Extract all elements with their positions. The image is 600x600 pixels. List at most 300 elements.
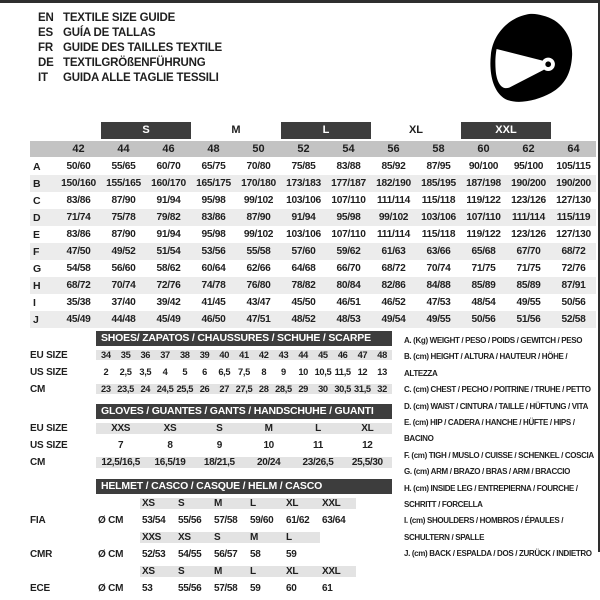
- helmet-value: 61/62: [286, 514, 310, 526]
- size-number: 60: [477, 143, 490, 155]
- measure-value: 83/86: [66, 195, 91, 206]
- helmet-size: XXL: [320, 566, 356, 577]
- measurement-legend: [404, 333, 598, 563]
- measure-value: 83/88: [336, 161, 361, 172]
- helmet-value: 55/56: [178, 582, 202, 594]
- size-value: 41: [234, 350, 254, 360]
- measure-value: 56/60: [111, 263, 136, 274]
- measure-value: 173/183: [286, 178, 321, 189]
- measure-value: 60/64: [201, 263, 226, 274]
- measure-value: 44/48: [111, 314, 136, 325]
- size-value: 5: [182, 367, 188, 377]
- measure-value: 48/53: [336, 314, 361, 325]
- size-value: XXS: [96, 423, 145, 434]
- measure-value: 83/86: [66, 229, 91, 240]
- helmet-size: S: [176, 498, 212, 509]
- measure-value: 119/122: [466, 195, 501, 206]
- size-number: 52: [297, 143, 310, 155]
- lang-code: FR: [38, 42, 53, 54]
- size-value: 24: [135, 384, 155, 394]
- measure-value: 71/75: [471, 263, 496, 274]
- measure-value: 55/65: [111, 161, 136, 172]
- legend-item-d: D. (cm) WAIST / CINTURA / TAILLE / HÜFTUNG / VITA: [404, 401, 589, 411]
- measure-letter: D: [33, 211, 41, 224]
- measure-letter: C: [33, 194, 41, 207]
- shoes-table-row-cm: [30, 381, 392, 397]
- measure-value: 80/84: [336, 280, 361, 291]
- size-group-header-l: L: [281, 122, 371, 139]
- size-number: 46: [162, 143, 175, 155]
- measure-value: 68/72: [381, 263, 406, 274]
- measure-value: 185/195: [421, 178, 456, 189]
- title-line-es: [38, 26, 222, 41]
- measure-row-g: [30, 260, 596, 277]
- measure-letter: E: [33, 228, 41, 241]
- size-number: 50: [252, 143, 265, 155]
- helmet-size: L: [284, 532, 320, 543]
- size-value: 23: [96, 384, 116, 394]
- lang-code: DE: [38, 57, 54, 69]
- size-value: 46: [333, 350, 353, 360]
- racing-helmet-icon: [488, 8, 574, 110]
- lang-code: ES: [38, 27, 53, 39]
- measure-row-f: [30, 243, 596, 260]
- measure-value: 84/88: [426, 280, 451, 291]
- size-number: 42: [72, 143, 85, 155]
- helmet-value: 53/54: [142, 514, 166, 526]
- lang-code: EN: [38, 12, 54, 24]
- measure-value: 75/85: [291, 161, 316, 172]
- legend-item-c: C. (cm) CHEST / PECHO / POITRINE / TRUHE / PETTO: [404, 385, 591, 395]
- measure-value: 41/45: [201, 297, 226, 308]
- size-value: 20/24: [244, 457, 293, 468]
- size-value: 35: [116, 350, 136, 360]
- measure-value: 99/102: [243, 229, 274, 240]
- size-value: 12: [362, 439, 373, 451]
- size-value: 16,5/19: [145, 457, 194, 468]
- helmet-size: XS: [140, 498, 176, 509]
- lang-code: IT: [38, 72, 48, 84]
- measure-value: 46/52: [381, 297, 406, 308]
- size-value: 4: [162, 367, 168, 377]
- helmet-size-table: [30, 479, 392, 597]
- helmet-size: XL: [284, 498, 320, 509]
- measure-letter: B: [33, 177, 41, 190]
- helmet-value: 59: [286, 548, 297, 560]
- measure-value: 103/106: [286, 229, 321, 240]
- helmet-size: L: [248, 498, 284, 509]
- measure-value: 65/75: [201, 161, 226, 172]
- measure-value: 105/115: [556, 161, 591, 172]
- standard-label: ECE: [30, 582, 50, 594]
- measure-value: 127/130: [556, 229, 591, 240]
- measure-value: 48/54: [471, 297, 496, 308]
- legend-item-b: B. (cm) HEIGHT / ALTURA / HAUTEUR / HÖHE / ALTEZZA: [404, 352, 568, 378]
- legend-item-j: J. (cm) BACK / ESPALDA / DOS / ZURÜCK / INDIETRO: [404, 549, 592, 559]
- measure-value: 103/106: [421, 212, 456, 223]
- size-value: 43: [274, 350, 294, 360]
- unit-label: Ø CM: [98, 548, 124, 560]
- size-value: 11,5: [334, 367, 351, 377]
- measure-value: 78/82: [291, 280, 316, 291]
- helmet-size: L: [248, 566, 284, 577]
- measure-value: 107/110: [331, 229, 366, 240]
- measure-row-b: [30, 175, 596, 192]
- measure-value: 59/62: [336, 246, 361, 257]
- measure-value: 123/126: [511, 195, 546, 206]
- title-line-it: [38, 71, 222, 86]
- gloves-table-header: GLOVES / GUANTES / GANTS / HANDSCHUHE / GUANTI: [96, 404, 392, 419]
- gloves-table-row-us-size: [30, 437, 392, 453]
- legend-item-a: A. (Kg) WEIGHT / PESO / POIDS / GEWITCH / PESO: [404, 336, 583, 345]
- measure-value: 85/89: [471, 280, 496, 291]
- measure-value: 91/94: [291, 212, 316, 223]
- title-text: GUIDE DES TAILLES TEXTILE: [63, 42, 222, 54]
- size-value: S: [195, 423, 244, 434]
- textile-size-table: [30, 122, 596, 328]
- helmet-value: 58: [250, 548, 261, 560]
- size-value: 10,5: [314, 367, 332, 377]
- size-group-header-m: M: [231, 124, 241, 136]
- size-value: 30,5: [334, 384, 352, 394]
- measure-row-i: [30, 294, 596, 311]
- size-value: XL: [343, 423, 392, 434]
- measure-value: 72/76: [156, 280, 181, 291]
- legend-item-g: G. (cm) ARM / BRAZO / BRAS / ARM / BRACCIO: [404, 467, 571, 477]
- helmet-size: M: [212, 498, 248, 509]
- helmet-size: S: [176, 566, 212, 577]
- measure-value: 190/200: [556, 178, 591, 189]
- title-text: GUIDA ALLE TAGLIE TESSILI: [63, 72, 219, 84]
- measure-value: 103/106: [286, 195, 321, 206]
- measure-value: 49/52: [111, 246, 136, 257]
- measure-row-c: [30, 192, 596, 209]
- shoes-table-row-us-size: [30, 364, 392, 380]
- size-number: 58: [432, 143, 445, 155]
- size-group-header-row: [30, 122, 596, 139]
- size-value: 47: [353, 350, 373, 360]
- helmet-value: 53: [142, 582, 153, 594]
- measure-value: 64/68: [291, 263, 316, 274]
- size-value: 24,5: [156, 384, 174, 394]
- unit-label: Ø CM: [98, 582, 124, 594]
- measure-value: 49/55: [516, 297, 541, 308]
- measure-value: 111/114: [511, 212, 546, 223]
- size-number: 62: [522, 143, 535, 155]
- size-value: 8: [261, 367, 267, 377]
- title-line-fr: [38, 41, 222, 56]
- measure-value: 99/102: [243, 195, 274, 206]
- size-value: 23,5: [117, 384, 134, 394]
- measure-value: 90/100: [468, 161, 499, 172]
- top-border-line: [0, 0, 600, 3]
- measure-letter: F: [33, 245, 40, 258]
- helmet-value: 52/53: [142, 548, 166, 560]
- size-number: 54: [342, 143, 355, 155]
- helmet-sizes-row-ece: [30, 563, 392, 579]
- size-group-header-xl: XL: [408, 124, 424, 136]
- row-label: EU SIZE: [30, 422, 68, 434]
- measure-value: 57/60: [291, 246, 316, 257]
- helmet-values-row-ece: [30, 580, 392, 596]
- size-value: 12: [357, 367, 368, 377]
- standard-label: CMR: [30, 548, 53, 560]
- measure-value: 37/40: [111, 297, 136, 308]
- size-value: 45: [313, 350, 333, 360]
- measure-row-d: [30, 209, 596, 226]
- measure-value: 47/53: [426, 297, 451, 308]
- measure-value: 87/90: [111, 195, 136, 206]
- measure-value: 87/90: [246, 212, 271, 223]
- helmet-value: 59: [250, 582, 261, 594]
- size-number: 44: [117, 143, 130, 155]
- size-number: 64: [567, 143, 580, 155]
- size-value: 27,5: [235, 384, 253, 394]
- size-value: 25,5: [176, 384, 194, 394]
- measure-value: 70/74: [111, 280, 136, 291]
- measure-value: 49/55: [426, 314, 451, 325]
- helmet-size: M: [212, 566, 248, 577]
- helmet-value: 56/57: [214, 548, 238, 560]
- measure-value: 123/126: [511, 229, 546, 240]
- size-value: 26: [195, 384, 215, 394]
- shoes-table-header-row: [30, 331, 392, 346]
- helmet-size: XL: [284, 566, 320, 577]
- gloves-table-row-cm: [30, 454, 392, 470]
- measure-value: 51/56: [516, 314, 541, 325]
- measure-value: 68/72: [66, 280, 91, 291]
- measure-value: 43/47: [246, 297, 271, 308]
- size-value: 37: [155, 350, 175, 360]
- measure-value: 39/42: [156, 297, 181, 308]
- measure-value: 177/187: [331, 178, 366, 189]
- size-value: 36: [135, 350, 155, 360]
- shoes-table-header: SHOES/ ZAPATOS / CHAUSSURES / SCHUHE / SCARPE: [96, 331, 392, 346]
- helmet-value: 57/58: [214, 514, 238, 526]
- title-block: [38, 11, 222, 86]
- standard-label: FIA: [30, 514, 46, 526]
- size-value: 38: [175, 350, 195, 360]
- size-value: 10: [263, 439, 274, 451]
- helmet-sizes-row-fia: [30, 495, 392, 511]
- size-value: 30: [313, 384, 333, 394]
- size-value: 6: [202, 367, 207, 377]
- size-value: 13: [377, 367, 387, 377]
- size-value: 28,5: [275, 384, 292, 394]
- measure-value: 87/95: [426, 161, 451, 172]
- helmet-size: S: [212, 532, 248, 543]
- measure-value: 70/80: [246, 161, 271, 172]
- row-label: CM: [30, 383, 46, 395]
- measure-value: 50/56: [561, 297, 586, 308]
- measure-letter: G: [33, 262, 42, 275]
- size-value: 7: [118, 439, 124, 451]
- size-value: 3,5: [139, 367, 152, 377]
- measure-value: 111/114: [376, 195, 411, 206]
- measure-row-a: [30, 158, 596, 175]
- measure-value: 50/60: [66, 161, 91, 172]
- measure-value: 50/56: [471, 314, 496, 325]
- measure-row-e: [30, 226, 596, 243]
- measure-value: 71/75: [516, 263, 541, 274]
- measure-value: 54/58: [66, 263, 91, 274]
- measure-value: 53/56: [201, 246, 226, 257]
- size-value: M: [244, 423, 293, 434]
- helmet-table-header: HELMET / CASCO / CASQUE / HELM / CASCO: [96, 479, 392, 494]
- legend-item-i: I. (cm) SHOULDERS / HOMBROS / ÉPAULES / SCHULTERN / SPALLE: [404, 516, 564, 542]
- gloves-table-row-eu-size: [30, 420, 392, 436]
- measure-value: 52/58: [561, 314, 586, 325]
- shoes-table-row-eu-size: [30, 347, 392, 363]
- measure-row-j: [30, 311, 596, 328]
- size-value: 9: [216, 439, 222, 451]
- helmet-value: 60: [286, 582, 297, 594]
- size-value: 40: [214, 350, 234, 360]
- size-value: 42: [254, 350, 274, 360]
- measure-value: 71/74: [66, 212, 91, 223]
- measure-value: 99/102: [378, 212, 409, 223]
- measure-value: 87/90: [111, 229, 136, 240]
- measure-value: 190/200: [511, 178, 546, 189]
- size-value: 6,5: [218, 367, 231, 377]
- measure-value: 65/68: [471, 246, 496, 257]
- size-value: 48: [372, 350, 392, 360]
- measure-value: 85/89: [516, 280, 541, 291]
- measure-value: 45/49: [66, 314, 91, 325]
- measure-value: 150/160: [61, 178, 96, 189]
- title-line-en: [38, 11, 222, 26]
- measure-value: 87/91: [561, 280, 586, 291]
- legend-item-f: F. (cm) TIGH / MUSLO / CUISSE / SCHENKEL / COSCIA: [404, 450, 594, 460]
- measure-value: 170/180: [241, 178, 276, 189]
- size-value: 9: [281, 367, 286, 377]
- measure-value: 46/51: [336, 297, 361, 308]
- measure-letter: I: [33, 296, 36, 309]
- helmet-size: XS: [140, 566, 176, 577]
- helmet-values-row-cmr: [30, 546, 392, 562]
- measure-value: 107/110: [331, 195, 366, 206]
- measure-value: 58/62: [156, 263, 181, 274]
- measure-value: 70/74: [426, 263, 451, 274]
- measure-value: 119/122: [466, 229, 501, 240]
- measure-value: 115/118: [421, 229, 456, 240]
- legend-item-h: H. (cm) INSIDE LEG / ENTREPIERNA / FOURCHE / SCHRITT / FORCELLA: [404, 483, 578, 510]
- measure-value: 165/175: [196, 178, 231, 189]
- helmet-size: M: [248, 532, 284, 543]
- helmet-size: XXS: [140, 532, 176, 543]
- size-value: 11: [313, 439, 323, 451]
- measure-value: 62/66: [246, 263, 271, 274]
- measure-value: 91/94: [156, 195, 181, 206]
- title-text: TEXTILGRÖßENFÜHRUNG: [63, 57, 206, 69]
- measure-value: 60/70: [156, 161, 181, 172]
- measure-value: 45/50: [291, 297, 316, 308]
- measure-value: 83/86: [201, 212, 226, 223]
- measure-value: 160/170: [151, 178, 186, 189]
- size-value: 2,5: [119, 367, 132, 377]
- measure-value: 95/98: [201, 195, 226, 206]
- row-label: CM: [30, 456, 46, 468]
- measure-value: 61/63: [381, 246, 406, 257]
- measure-value: 66/70: [336, 263, 361, 274]
- measure-value: 55/58: [246, 246, 271, 257]
- measure-row-h: [30, 277, 596, 294]
- title-text: TEXTILE SIZE GUIDE: [63, 12, 176, 24]
- measure-value: 63/66: [426, 246, 451, 257]
- measure-value: 91/94: [156, 229, 181, 240]
- helmet-value: 57/58: [214, 582, 238, 594]
- measure-value: 74/78: [201, 280, 226, 291]
- measure-value: 115/118: [421, 195, 456, 206]
- size-value: XS: [145, 423, 194, 434]
- gloves-size-table: [30, 404, 392, 471]
- measure-value: 75/78: [111, 212, 136, 223]
- size-value: 8: [167, 439, 173, 451]
- measure-value: 95/100: [513, 161, 544, 172]
- row-label: US SIZE: [30, 366, 68, 378]
- helmet-size: XS: [176, 532, 212, 543]
- legend-item-e: E. (cm) HIP / CADERA / HANCHE / HÜFTE / HIPS / BACINO: [404, 418, 575, 444]
- size-value: 39: [195, 350, 215, 360]
- shoes-size-table: [30, 331, 392, 398]
- measure-value: 68/72: [561, 246, 586, 257]
- helmet-table-header-row: [30, 479, 392, 494]
- measure-value: 127/130: [556, 195, 591, 206]
- measure-value: 35/38: [66, 297, 91, 308]
- size-value: 31,5: [354, 384, 371, 394]
- title-line-de: [38, 56, 222, 71]
- size-value: 28: [254, 384, 274, 394]
- size-value: 12,5/16,5: [96, 457, 145, 468]
- helmet-value: 63/64: [322, 514, 346, 526]
- measure-letter: H: [33, 279, 41, 292]
- helmet-value: 54/55: [178, 548, 202, 560]
- measure-value: 187/198: [466, 178, 501, 189]
- measure-letter: J: [33, 313, 39, 326]
- helmet-value: 61: [322, 582, 333, 594]
- size-value: 34: [96, 350, 116, 360]
- unit-label: Ø CM: [98, 514, 124, 526]
- size-value: 7,5: [238, 367, 250, 377]
- measure-value: 76/80: [246, 280, 271, 291]
- measure-value: 79/82: [156, 212, 181, 223]
- size-value: 25,5/30: [343, 457, 392, 468]
- measure-value: 107/110: [466, 212, 501, 223]
- size-number-row: [30, 141, 596, 157]
- measure-value: 155/165: [106, 178, 141, 189]
- size-value: 32: [372, 384, 392, 394]
- measure-value: 67/70: [516, 246, 541, 257]
- helmet-size: XXL: [320, 498, 356, 509]
- measure-value: 85/92: [381, 161, 406, 172]
- size-value: L: [293, 423, 342, 434]
- size-number: 48: [207, 143, 220, 155]
- measure-value: 49/54: [381, 314, 406, 325]
- title-text: GUÍA DE TALLAS: [63, 27, 156, 39]
- helmet-value: 59/60: [250, 514, 274, 526]
- size-value: 10: [298, 367, 309, 377]
- measure-value: 46/50: [201, 314, 226, 325]
- size-value: 2: [103, 367, 109, 377]
- measure-value: 72/76: [561, 263, 586, 274]
- helmet-values-row-fia: [30, 512, 392, 528]
- size-value: 44: [293, 350, 313, 360]
- measure-value: 95/98: [336, 212, 361, 223]
- measure-value: 45/49: [156, 314, 181, 325]
- row-label: US SIZE: [30, 439, 68, 451]
- gloves-table-header-row: [30, 404, 392, 419]
- measure-letter: A: [33, 160, 41, 173]
